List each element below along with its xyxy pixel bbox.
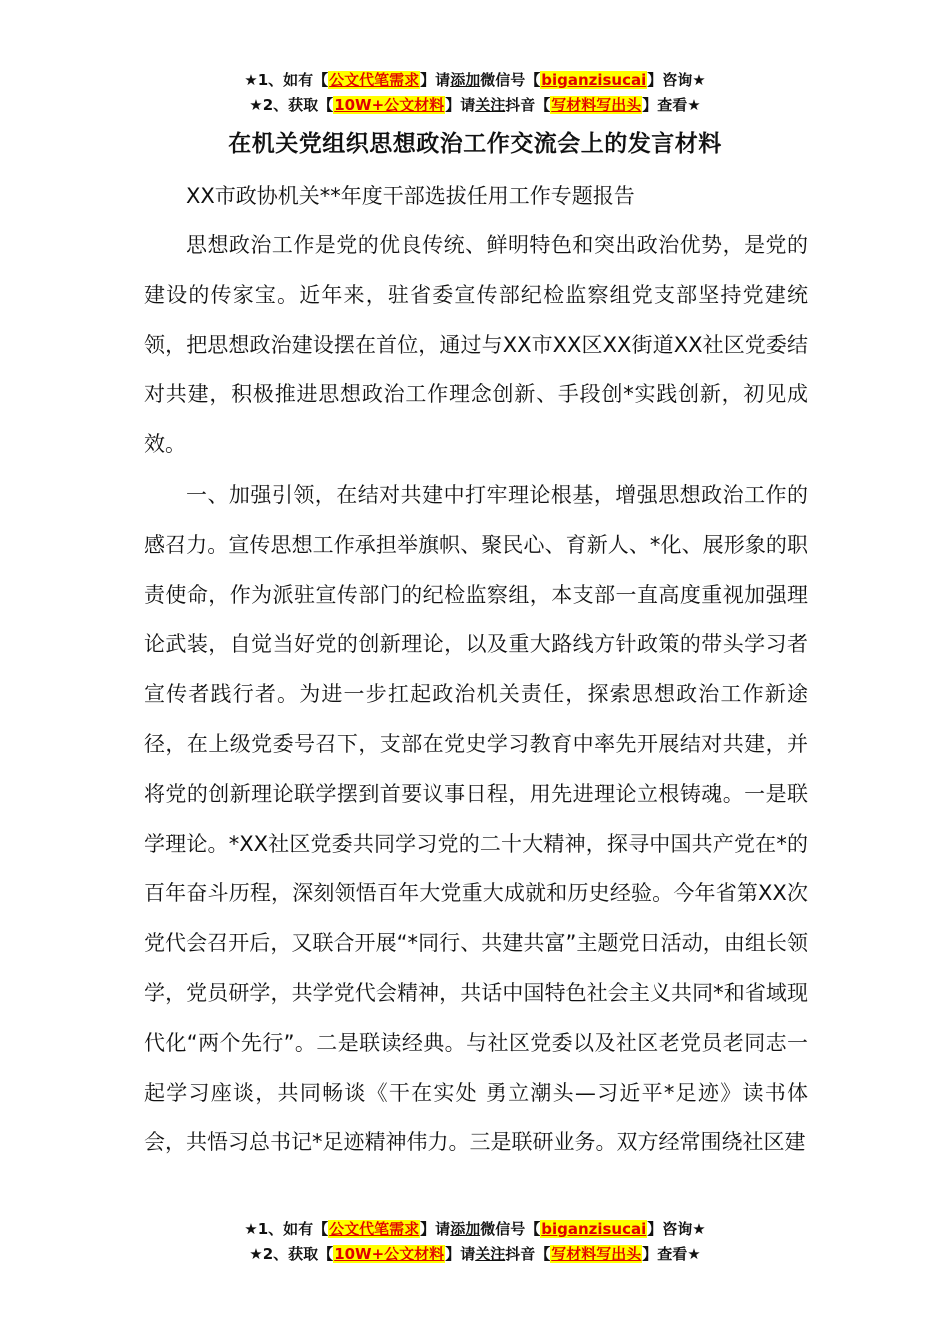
paragraph-intro <box>144 221 808 470</box>
highlight-service: 公文代笔需求 <box>329 71 420 89</box>
underlined-text: 关注 <box>475 96 506 114</box>
promo-text: 】咨询★ <box>647 1220 706 1238</box>
highlight-materials: 10W+公文材料 <box>334 1245 445 1263</box>
promo-text: 微信号【 <box>480 71 541 89</box>
highlight-service: 公文代笔需求 <box>329 1220 420 1238</box>
promo-line-2 <box>0 1242 950 1267</box>
promo-text: 抖音【 <box>505 1245 551 1263</box>
highlight-wechat-id: biganzisucai <box>541 71 647 89</box>
underlined-text: 添加 <box>450 1220 481 1238</box>
promo-text: 】查看★ <box>642 1245 701 1263</box>
top-promo-banner <box>0 68 950 118</box>
promo-text: 微信号【 <box>480 1220 541 1238</box>
promo-text: 】咨询★ <box>647 71 706 89</box>
subtitle-text: XX市政协机关**年度干部选拔任用工作专题报告 <box>186 184 635 208</box>
promo-text: 】请 <box>445 96 476 114</box>
promo-text: ★1、如有【 <box>244 1220 329 1238</box>
highlight-douyin-account: 写材料写出头 <box>551 1245 642 1263</box>
promo-text: 】请 <box>420 1220 451 1238</box>
highlight-douyin-account: 写材料写出头 <box>551 96 642 114</box>
promo-line-1 <box>0 1217 950 1242</box>
paragraph-text: 一、加强引领，在结对共建中打牢理论根基，增强思想政治工作的感召力。宣传思想工作承担举旗帜、聚民心、育新人、*化、展形象的职责使命，作为派驻宣传部门的纪检监察组，本支部一直高度重视加强理论武装，自觉当好党的创新理论，以及重大路线方针政策的带头学习者宣传者践行者。为进一步扛起政治机关责任，探索思想政治工作新途径，在上级党委号召下，支部在党史学习教育中率先开展结对共建，并将党的创新理论联学摆到首要议事日程，用先进理论立根铸魂。一是联学理论。*XX社区党委共同学习党的二十大精神，探寻中国共产党在*的百年奋斗历程，深刻领悟百年大党重大成就和历史经验。今年省第XX次党代会召开后，又联合开展“*同行、共建共富”主题党日活动，由组长领学，党员研学，共学党代会精神，共话中国特色社会主义共同*和省域现代化“两个先行”。二是联读经典。与社区党委以及社区老党员老同志一起学习座谈，共同畅谈《干在实处 勇立潮头—习近平*足迹》读书体会，共悟习总书记*足迹精神伟力。三是联研业务。双方经常围绕社区建 <box>144 483 808 1155</box>
promo-text: ★2、获取【 <box>249 1245 334 1263</box>
promo-line-1 <box>0 68 950 93</box>
promo-text: ★1、如有【 <box>244 71 329 89</box>
highlight-materials: 10W+公文材料 <box>334 96 445 114</box>
paragraph-text: 思想政治工作是党的优良传统、鲜明特色和突出政治优势，是党的建设的传家宝。近年来，驻省委宣传部纪检监察组党支部坚持党建统领，把思想政治建设摆在首位，通过与XX市XX区XX街道XX社区党委结对共建，积极推进思想政治工作理念创新、手段创*实践创新，初见成效。 <box>144 233 808 457</box>
highlight-wechat-id: biganzisucai <box>541 1220 647 1238</box>
promo-text: 】查看★ <box>642 96 701 114</box>
promo-text: 】请 <box>420 71 451 89</box>
underlined-text: 关注 <box>475 1245 506 1263</box>
promo-text: 】请 <box>445 1245 476 1263</box>
underlined-text: 添加 <box>450 71 481 89</box>
document-title: 在机关党组织思想政治工作交流会上的发言材料 <box>228 131 722 157</box>
document-subtitle <box>144 172 808 222</box>
promo-text: ★2、获取【 <box>249 96 334 114</box>
promo-line-2 <box>0 93 950 118</box>
promo-text: 抖音【 <box>505 96 551 114</box>
bottom-promo-banner <box>0 1217 950 1267</box>
paragraph-section-one <box>144 471 808 1168</box>
